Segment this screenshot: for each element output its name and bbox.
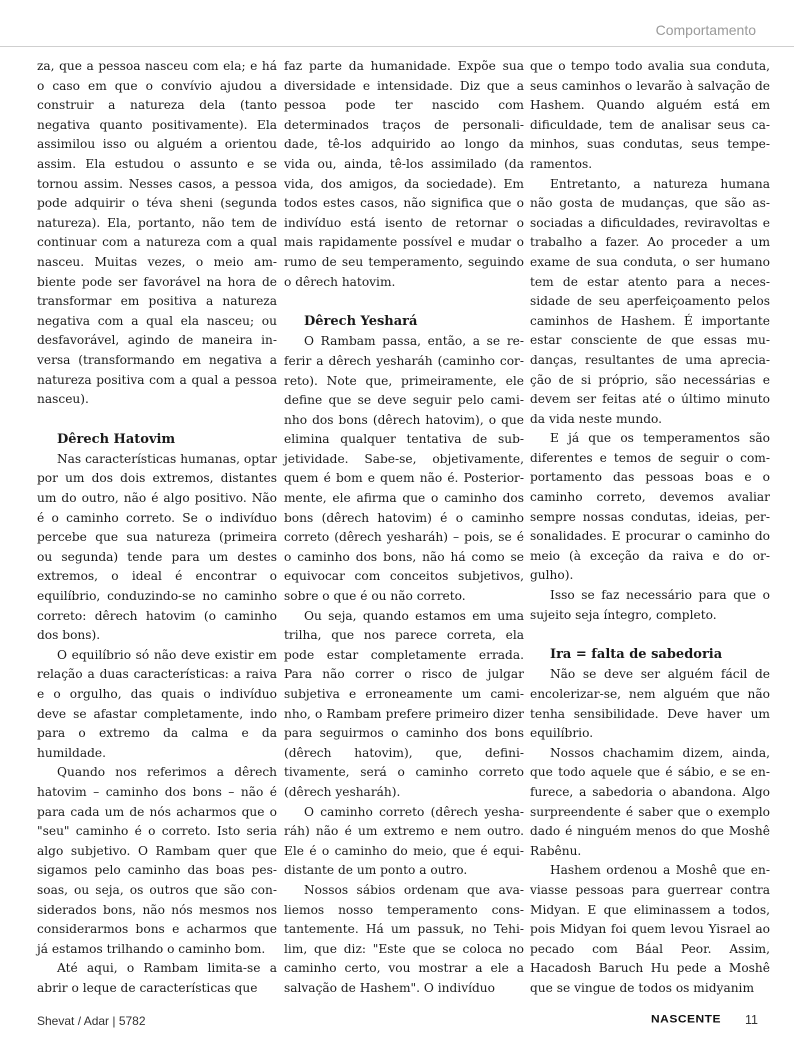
paragraph: Quando nos referimos a dêrech hatovim – caminho dos bons – não é para cada um de nós acharmos que o "seu" caminho é o correto. Isto seria algo subjetivo. O Rambam quer que sigamos pelo caminho das boas pessoas, ou seja, os outros que são considerados bons, não nós mesmos nos considerarmos bons e acharmos que já estamos trilhando o caminho bom. [37, 765, 277, 956]
subheading-derech-hatovim: Dêrech Hatovim [57, 431, 176, 447]
paragraph: Nossos chachamim dizem, ainda, que todo aquele que é sábio, e se enfurece, a sabedoria o abandona. Algo surpreendente é saber que o exemplo dado é ninguém menos do que Moshê Rabênu. [530, 745, 770, 858]
paragraph: Ou seja, quando estamos em uma trilha, que nos parece correta, ela pode estar completamente errada. Para não correr o risco de julgar subjetiva e erroneamente um caminho, o Rambam prefere primeiro dizer para seguirmos o caminho dos bons (dêrech hatovim), que, definitivamente, será o caminho correto (dêrech yesharáh). [284, 608, 524, 799]
paragraph: Não se deve ser alguém fácil de encolerizar-se, nem alguém que não tenha sensibilidade. Deve haver um equilíbrio. [530, 667, 770, 741]
paragraph: za, que a pessoa nasceu com ela; e há o caso em que o convívio ajudou a construir a natureza dela (tanto negativa quanto positivamente). Ela assimilou isso ou alguém a orientou assim. Ela estudou o assunto e se tornou assim. Nesses casos, a pessoa pode adquirir o téva sheni (segunda natureza). Ela, portanto, não tem de continuar com a natureza com a qual nasceu. Muitas vezes, o meio ambiente pode ser favorável na hora de transformar em positiva a natureza negativa com a qual ela nasceu; ou desfavorável, agindo de maneira inversa (transformando em negativa a natureza positiva com a qual a pessoa nasceu). [37, 59, 277, 407]
magazine-logo: NASCENTE [651, 1012, 722, 1026]
paragraph: O caminho correto (dêrech yesharáh) não é um extremo e nem outro. Ele é o caminho do meio, que é equidistante de um ponto a outro. [284, 804, 524, 878]
section-label: Comportamento [655, 22, 756, 38]
subheading-derech-yeshara: Dêrech Yeshará [304, 314, 418, 330]
paragraph: faz parte da humanidade. Expõe sua diversidade e intensidade. Diz que a pessoa pode ter nascido com determinados traços de personalidade, tê-los adquirido ao longo da vida ou, ainda, tê-los assimilado (da vida, dos amigos, da sociedade). Em todos estes casos, não significa que o indivíduo está isento de retornar o mais rapidamente possível e mudar o rumo de seu temperamento, seguindo o dêrech hatovim. [284, 59, 524, 289]
paragraph: O Rambam passa, então, a se referir a dêrech yesharáh (caminho correto). Note que, primeiramente, ele define que se deve seguir pelo caminho dos bons (dêrech hatovim), o que elimina qualquer tentativa de subjetividade. Sabe-se, objetivamente, quem é bom e quem não é. Posteriormente, ele afirma que o caminho dos bons (dêrech hatovim) é o caminho correto (dêrech yesharáh) – pois, se é o caminho dos bons, não há como se equivocar com conceitos subjetivos, sobre o que é ou não correto. [284, 334, 524, 604]
paragraph: Entretanto, a natureza humana não gosta de mudanças, que são associadas a dificuldades, reviravoltas e trabalho a fazer. Ao proceder a um exame de sua conduta, o ser humano tem de estar atento para a necessidade de seu aperfeiçoamento pelos caminhos de Hashem. É importante estar consciente de que essas mudanças, resultantes de uma apreciação de si próprio, são necessárias e devem ser feitas até o último minuto da vida neste mundo. [530, 176, 770, 426]
paragraph: que o tempo todo avalia sua conduta, seus caminhos o levarão à salvação de Hashem. Quando alguém está em dificuldade, tem de analisar seus caminhos, suas condutas, seus temperamentos. [530, 59, 770, 171]
page-number: 11 [745, 1013, 758, 1027]
paragraph: Nas características humanas, optar por um dos dois extremos, distantes um do outro, não é algo positivo. Não é o caminho correto. Se o indivíduo percebe que sua natureza (primeira ou segunda) tende para um destes extremos, o ideal é encontrar o equilíbrio, conduzindo-se no caminho correto: dêrech hatovim (o caminho dos bons). [37, 451, 277, 643]
paragraph: O equilíbrio só não deve existir em relação a duas características: a raiva e o orgulho, das quais o indivíduo deve se afastar completamente, indo para o extremo da calma e da humildade. [37, 647, 277, 760]
paragraph: Até aqui, o Rambam limita-se a abrir o leque de características que [37, 961, 277, 995]
paragraph: Nossos sábios ordenam que avaliemos nosso temperamento constantemente. Há um passuk, no Tehilim, que diz: "Este que se coloca no caminho certo, vou mostrar a ele a salvação de Hashem". O indivíduo [284, 882, 524, 995]
issue-label: Shevat / Adar | 5782 [37, 1014, 146, 1028]
column-2 [284, 57, 524, 999]
paragraph: E já que os temperamentos são diferentes e temos de seguir o comportamento das pessoas boas e o caminho correto, devemos avaliar sempre nossas condutas, ideias, personalidades. E procurar o caminho do meio (à exceção da raiva e do orgulho). [530, 431, 770, 583]
column-1 [37, 57, 277, 999]
column-3 [530, 57, 770, 999]
paragraph: Isso se faz necessário para que o sujeito seja íntegro, completo. [530, 588, 770, 622]
paragraph: Hashem ordenou a Moshê que enviasse pessoas para guerrear contra Midyan. E que eliminassem a todos, pois Midyan foi quem levou Yisrael ao pecado com Báal Peor. Assim, Hacadosh Baruch Hu pede a Moshê que se vingue de todos os midyanim [530, 863, 770, 995]
subheading-ira: Ira = falta de sabedoria [550, 647, 723, 663]
header-rule [0, 46, 794, 47]
